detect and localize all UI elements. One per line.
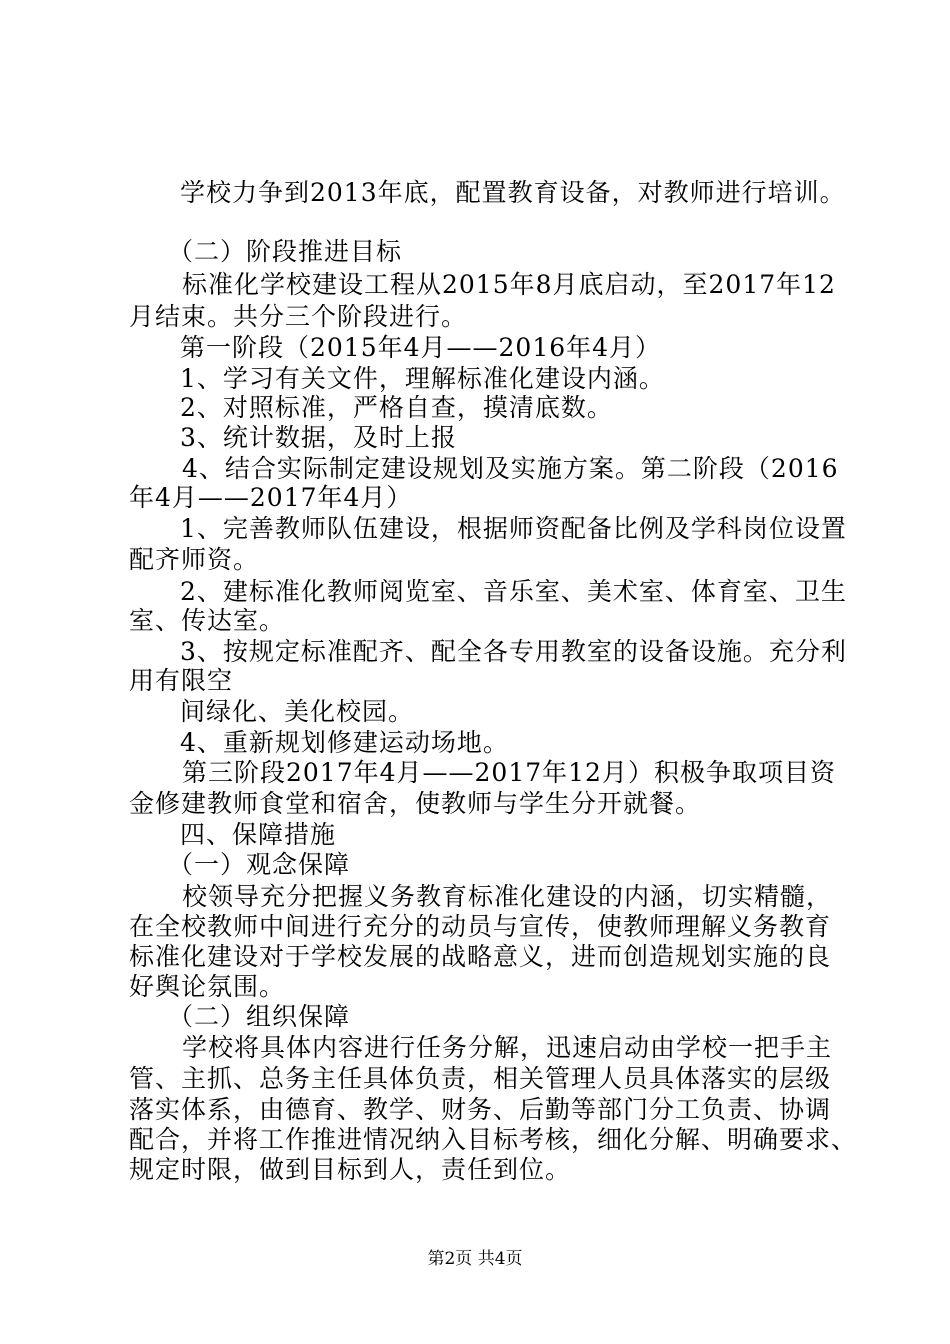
text-line: 落实体系，由德育、教学、财务、后勤等部门分工负责、协调 (129, 1095, 832, 1124)
text-line: 规定时限，做到目标到人，责任到位。 (129, 1155, 572, 1184)
text-line: 学校力争到2013年底，配置教育设备，对教师进行培训。 (180, 178, 846, 207)
text-line: 用有限空 (129, 666, 234, 695)
text-line: 月结束。共分三个阶段进行。 (129, 302, 468, 331)
text-line: 校领导充分把握义务教育标准化建设的内涵，切实精髓， (182, 882, 833, 911)
section-heading: （二）阶段推进目标 (168, 237, 403, 266)
stage-heading: 第三阶段2017年4月——2017年12月）积极争取项目资 (182, 758, 836, 787)
list-item: 3、统计数据，及时上报 (180, 423, 457, 452)
text-line: 好舆论氛围。 (129, 972, 286, 1001)
stage-heading: 第一阶段（2015年4月——2016年4月） (180, 333, 662, 362)
text-line: 配齐师资。 (129, 545, 260, 574)
text-line: 金修建教师食堂和宿舍，使教师与学生分开就餐。 (129, 789, 702, 818)
text-line: 在全校教师中间进行充分的动员与宣传，使教师理解义务教育 (129, 912, 832, 941)
list-item: 4、重新规划修建运动场地。 (180, 728, 509, 757)
subsection-heading: （二）组织保障 (168, 1002, 351, 1031)
text-line: 学校将具体内容进行任务分解，迅速启动由学校一把手主 (182, 1033, 833, 1062)
text-line: 室、传达室。 (129, 606, 286, 635)
page-number-label: 第2页 共4页 (427, 1249, 523, 1269)
list-item: 3、按规定标准配齐、配全各专用教室的设备设施。充分利 (180, 637, 847, 666)
list-item: 1、学习有关文件，理解标准化建设内涵。 (180, 364, 665, 393)
section-heading: 四、保障措施 (180, 820, 337, 849)
list-item: 2、建标准化教师阅览室、音乐室、美术室、体育室、卫生 (180, 577, 847, 606)
page-footer (0, 1244, 950, 1269)
text-line: 标准化建设对于学校发展的战略意义，进而创造规划实施的良 (129, 942, 832, 971)
text-line: 间绿化、美化校园。 (180, 697, 415, 726)
text-line: 标准化学校建设工程从2015年8月底启动，至2017年12 (182, 270, 836, 299)
list-item: 2、对照标准，严格自查，摸清底数。 (180, 393, 613, 422)
text-line: 管、主抓、总务主任具体负责，相关管理人员具体落实的层级 (129, 1064, 832, 1093)
text-line: 配合，并将工作推进情况纳入目标考核，细化分解、明确要求、 (129, 1125, 858, 1154)
subsection-heading: （一）观念保障 (168, 850, 351, 879)
text-line: 年4月——2017年4月） (129, 483, 413, 512)
list-item: 4、结合实际制定建设规划及实施方案。第二阶段（2016 (182, 454, 839, 483)
list-item: 1、完善教师队伍建设，根据师资配备比例及学科岗位设置 (180, 514, 847, 543)
